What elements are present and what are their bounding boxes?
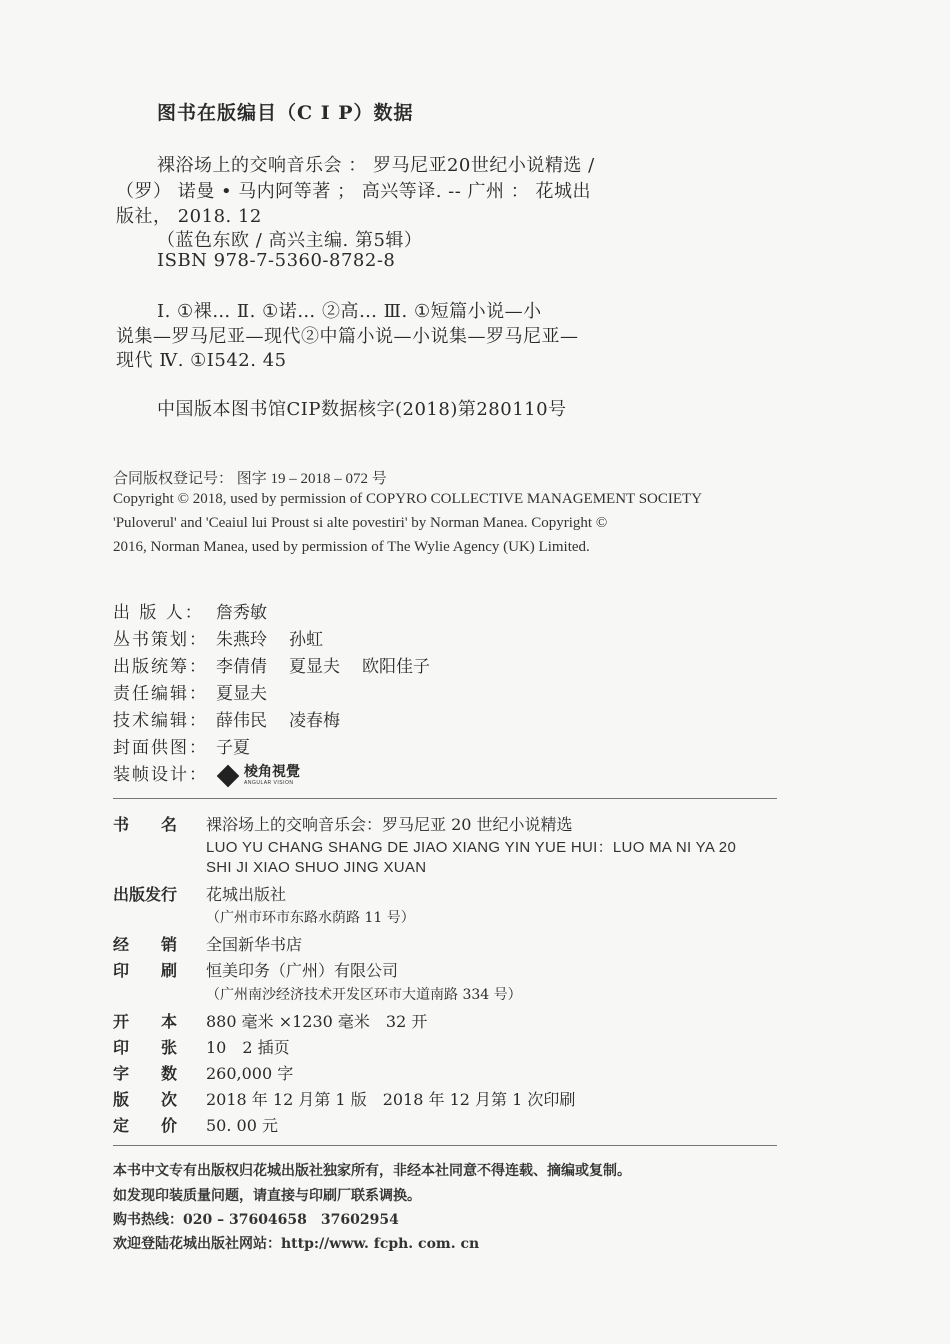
- info-value: 2018 年 12 月第 1 版 2018 年 12 月第 1 次印刷: [206, 1090, 576, 1109]
- distribution-address: （广州市环市东路水荫路 11 号）: [206, 910, 415, 926]
- credit-value: 薛伟民: [216, 711, 267, 731]
- title-pinyin-2: SHI JI XIAO SHUO JING XUAN: [206, 859, 427, 876]
- title-pinyin-1: LUO YU CHANG SHANG DE JIAO XIANG YIN YUE HUI：LUO MA NI YA 20: [206, 839, 737, 856]
- cip-line-1: 裸浴场上的交响音乐会 ： 罗马尼亚20世纪小说精选 /: [157, 155, 595, 176]
- info-value: 260,000 字: [206, 1064, 294, 1083]
- info-label: 开 本: [113, 1012, 178, 1031]
- credit-design: [113, 760, 300, 786]
- info-value: 恒美印务（广州）有限公司: [206, 961, 399, 980]
- printer-address: （广州南沙经济技术开发区环市大道南路 334 号）: [206, 987, 522, 1003]
- hotline: 购书热线：020 – 37604658 37602954: [113, 1212, 399, 1228]
- cip-line-3: 版社， 2018. 12: [116, 206, 262, 227]
- cip-heading: 图书在版编目（C I P）数据: [157, 102, 414, 124]
- copyright-line-2: 'Puloverul' and 'Ceaiul lui Proust si alte povestiri' by Norman Manea. Copyright ©: [113, 515, 608, 531]
- info-label: 印 张: [113, 1038, 178, 1057]
- info-value: 50. 00 元: [206, 1116, 278, 1135]
- credit-value: 李倩倩: [216, 657, 267, 677]
- info-label: 出版发行: [113, 885, 178, 904]
- cip-number: 中国版本图书馆CIP数据核字(2018)第280110号: [157, 399, 567, 420]
- credit-cover-image: [113, 733, 272, 758]
- website: 欢迎登陆花城出版社网站：http://www. fcph. com. cn: [113, 1236, 480, 1252]
- credit-value: 欧阳佳子: [362, 657, 430, 677]
- credit-publisher: [113, 598, 289, 623]
- info-value: 花城出版社: [206, 885, 287, 904]
- credit-label: 出 版 人：: [113, 603, 204, 623]
- credit-value: 子夏: [216, 738, 250, 758]
- credit-label: 装帧设计：: [113, 765, 208, 785]
- publication-info: [113, 812, 777, 1142]
- credit-technical-editor: [113, 706, 362, 731]
- credit-value: 朱燕玲: [216, 630, 267, 650]
- info-label: 印 刷: [113, 961, 178, 980]
- credit-value: 詹秀敏: [216, 603, 267, 623]
- info-value: 10 2 插页: [206, 1038, 290, 1057]
- credit-label: 技术编辑：: [113, 711, 208, 731]
- credit-label: 封面供图：: [113, 738, 208, 758]
- credit-editor: [113, 679, 289, 704]
- info-label: 字 数: [113, 1064, 178, 1083]
- credit-value: 凌春梅: [289, 711, 340, 731]
- credit-coordination: [113, 652, 452, 677]
- info-label: 定 价: [113, 1116, 178, 1135]
- cip-classification-3: 现代 Ⅳ. ①I542. 45: [116, 350, 287, 371]
- logo-text: 棱角視覺: [244, 764, 300, 780]
- credit-label: 责任编辑：: [113, 684, 208, 704]
- cip-classification-2: 说集—罗马尼亚—现代②中篇小说—小说集—罗马尼亚—: [116, 326, 579, 347]
- credit-label: 出版统筹：: [113, 657, 208, 677]
- cip-classification-1: Ⅰ. ①裸… Ⅱ. ①诺… ②高… Ⅲ. ①短篇小说—小: [157, 301, 542, 322]
- credit-label: 丛书策划：: [113, 630, 208, 650]
- contract-registration: 合同版权登记号： 图字 19 – 2018 – 072 号: [113, 471, 387, 487]
- cip-line-2: （罗） 诺曼 • 马内阿等著 ； 高兴等译. -- 广州 ： 花城出: [116, 181, 591, 202]
- angular-vision-logo: [216, 765, 300, 786]
- info-label: 经 销: [113, 935, 178, 954]
- credit-series-planning: [113, 625, 345, 650]
- credit-value: 夏显夫: [216, 684, 267, 704]
- copyright-line-1: Copyright © 2018, used by permission of COPYRO COLLECTIVE MANAGEMENT SOCIETY: [113, 491, 703, 507]
- diamond-icon: [217, 764, 240, 787]
- info-value: 880 毫米 ×1230 毫米 32 开: [206, 1012, 428, 1031]
- info-value: 裸浴场上的交响音乐会：罗马尼亚 20 世纪小说精选: [206, 815, 573, 834]
- info-label: 书 名: [113, 815, 178, 834]
- cip-isbn: ISBN 978-7-5360-8782-8: [157, 250, 396, 271]
- copyright-line-3: 2016, Norman Manea, used by permission of The Wylie Agency (UK) Limited.: [113, 539, 590, 555]
- info-value: 全国新华书店: [206, 935, 303, 954]
- quality-notice: 如发现印装质量问题，请直接与印刷厂联系调换。: [113, 1188, 421, 1204]
- rights-notice: 本书中文专有出版权归花城出版社独家所有，非经本社同意不得连载、摘编或复制。: [113, 1163, 631, 1179]
- cip-line-4: （蓝色东欧 / 高兴主编. 第5辑）: [157, 230, 423, 251]
- divider-bottom: [113, 1145, 777, 1146]
- credit-value: 孙虹: [289, 630, 323, 650]
- logo-subtext: ANGULAR VISION: [244, 780, 294, 786]
- info-label: 版 次: [113, 1090, 178, 1109]
- credit-value: 夏显夫: [289, 657, 340, 677]
- divider-top: [113, 798, 777, 799]
